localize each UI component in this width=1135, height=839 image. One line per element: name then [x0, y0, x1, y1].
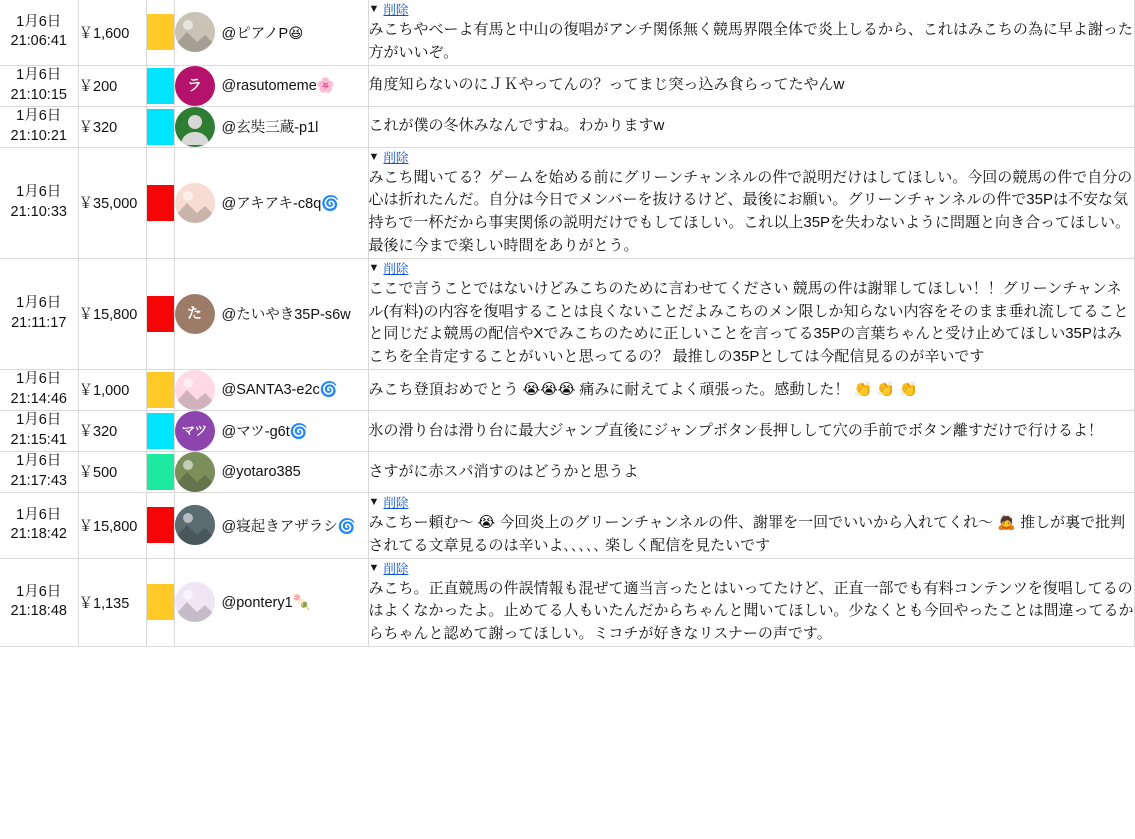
- amount-cell: ￥1,600: [78, 0, 146, 65]
- timestamp-date: 1月6日: [16, 371, 62, 388]
- timestamp-cell: [0, 0, 78, 65]
- avatar[interactable]: [175, 452, 215, 492]
- table-row: [0, 369, 1135, 410]
- message-cell: [368, 65, 1135, 106]
- delete-link[interactable]: 削除: [383, 150, 409, 165]
- timestamp-date: 1月6日: [16, 583, 62, 600]
- tier-color-cell: [146, 369, 174, 410]
- amount-cell: ￥15,800: [78, 492, 146, 558]
- table-row: [0, 451, 1135, 492]
- tier-color-cell: [146, 147, 174, 258]
- user-wrapper: [175, 582, 368, 622]
- table-row: [0, 410, 1135, 451]
- timestamp-date: 1月6日: [16, 13, 62, 30]
- tier-color-swatch: [147, 584, 174, 620]
- timestamp-cell: [0, 106, 78, 147]
- username-label[interactable]: @pontery1🍡: [221, 594, 311, 611]
- timestamp-date: 1月6日: [16, 412, 62, 429]
- user-cell: [174, 492, 368, 558]
- timestamp-date: 1月6日: [16, 506, 62, 523]
- user-cell: [174, 106, 368, 147]
- chevron-down-icon[interactable]: ▼: [368, 261, 380, 274]
- tier-color-swatch: [147, 413, 174, 449]
- message-cell: [368, 258, 1135, 369]
- tier-color-cell: [146, 410, 174, 451]
- tier-color-cell: [146, 65, 174, 106]
- timestamp-clock: 21:15:41: [10, 431, 67, 448]
- tier-color-cell: [146, 106, 174, 147]
- timestamp-clock: 21:14:46: [10, 390, 67, 407]
- amount-cell: ￥1,135: [78, 558, 146, 646]
- timestamp-clock: 21:18:48: [10, 603, 67, 620]
- user-wrapper: [175, 12, 368, 52]
- amount-cell: ￥15,800: [78, 258, 146, 369]
- tier-color-swatch: [147, 109, 174, 145]
- tier-color-swatch: [147, 454, 174, 490]
- username-label[interactable]: @マツ-g6t🌀: [221, 424, 308, 441]
- delete-row: [369, 259, 1135, 277]
- table-row: [0, 147, 1135, 258]
- table-row: [0, 258, 1135, 369]
- table-row: [0, 558, 1135, 646]
- user-wrapper: [175, 411, 368, 451]
- message-text: さすがに赤スパ消すのはどうかと思うよ: [368, 462, 639, 480]
- user-cell: [174, 558, 368, 646]
- timestamp-cell: [0, 369, 78, 410]
- message-text: 氷の滑り台は滑り台に最大ジャンプ直後にジャンプボタン長押しして穴の手前でボタン離すだけで行けるよ！: [368, 421, 1103, 439]
- avatar[interactable]: [175, 107, 215, 147]
- chevron-down-icon[interactable]: ▼: [368, 495, 380, 508]
- timestamp-cell: [0, 492, 78, 558]
- tier-color-swatch: [147, 14, 174, 50]
- message-cell: [368, 106, 1135, 147]
- username-label[interactable]: @寝起きアザラシ🌀: [221, 518, 356, 535]
- timestamp-clock: 21:17:43: [10, 472, 67, 489]
- tier-color-swatch: [147, 296, 174, 332]
- avatar[interactable]: た: [175, 294, 215, 334]
- amount-cell: ￥35,000: [78, 147, 146, 258]
- user-cell: [174, 410, 368, 451]
- username-label[interactable]: @yotaro385: [221, 463, 301, 480]
- message-text: みこち登頂おめでとう 😭😭😭 痛みに耐えてよく頑張った。感動した！ 👏 👏 👏: [368, 380, 918, 398]
- username-label[interactable]: @rasutomeme🌸: [221, 78, 335, 95]
- tier-color-swatch: [147, 507, 174, 543]
- delete-link[interactable]: 削除: [383, 495, 409, 510]
- timestamp-clock: 21:10:15: [10, 86, 67, 103]
- avatar[interactable]: ラ: [175, 66, 215, 106]
- username-label[interactable]: @SANTA3-e2c🌀: [221, 382, 338, 399]
- table-row: [0, 492, 1135, 558]
- user-wrapper: [175, 505, 368, 545]
- amount-cell: ￥1,000: [78, 369, 146, 410]
- timestamp-date: 1月6日: [16, 295, 62, 312]
- message-cell: [368, 492, 1135, 558]
- tier-color-cell: [146, 0, 174, 65]
- delete-link[interactable]: 削除: [383, 3, 409, 17]
- chevron-down-icon[interactable]: ▼: [368, 3, 380, 15]
- timestamp-date: 1月6日: [16, 453, 62, 470]
- user-cell: [174, 0, 368, 65]
- user-wrapper: [175, 183, 368, 223]
- tier-color-swatch: [147, 372, 174, 408]
- timestamp-clock: 21:18:42: [10, 526, 67, 543]
- delete-link[interactable]: 削除: [383, 561, 409, 576]
- timestamp-cell: [0, 410, 78, 451]
- username-label[interactable]: @アキアキ-c8q🌀: [221, 196, 340, 213]
- message-cell: [368, 451, 1135, 492]
- user-wrapper: [175, 294, 368, 334]
- delete-link[interactable]: 削除: [383, 261, 409, 276]
- table-row: [0, 65, 1135, 106]
- tier-color-swatch: [147, 68, 174, 104]
- message-text: みこちやべーよ有馬と中山の復唱がアンチ関係無く競馬界隈全体で炎上しるから、これはみこちの為に早よ謝った方がいいぞ。: [368, 21, 1133, 61]
- timestamp-clock: 21:10:33: [10, 203, 67, 220]
- timestamp-cell: [0, 65, 78, 106]
- timestamp-clock: 21:11:17: [11, 314, 67, 331]
- timestamp-cell: [0, 258, 78, 369]
- username-label[interactable]: @ピアノP😆: [221, 25, 304, 42]
- user-cell: [174, 147, 368, 258]
- timestamp-cell: [0, 147, 78, 258]
- tier-color-swatch: [147, 185, 174, 221]
- message-cell: [368, 410, 1135, 451]
- delete-row: [369, 559, 1135, 577]
- amount-cell: ￥320: [78, 106, 146, 147]
- delete-row: [369, 493, 1135, 511]
- amount-cell: ￥500: [78, 451, 146, 492]
- user-cell: [174, 369, 368, 410]
- user-cell: [174, 65, 368, 106]
- username-label[interactable]: @たいやき35P-s6w: [221, 307, 351, 324]
- timestamp-cell: [0, 451, 78, 492]
- tier-color-cell: [146, 558, 174, 646]
- tier-color-cell: [146, 451, 174, 492]
- message-cell: [368, 369, 1135, 410]
- table-row: [0, 0, 1135, 65]
- delete-row: [369, 148, 1135, 166]
- message-cell: [368, 0, 1135, 65]
- amount-cell: ￥320: [78, 410, 146, 451]
- user-wrapper: [175, 370, 368, 410]
- amount-cell: ￥200: [78, 65, 146, 106]
- avatar[interactable]: [175, 505, 215, 545]
- avatar[interactable]: マツ: [175, 411, 215, 451]
- timestamp-date: 1月6日: [16, 184, 62, 201]
- message-text: みこちー頼む〜 😭 今回炎上のグリーンチャンネルの件、謝罪を一回でいいから入れてくれ〜 🙇 推しが裏で批判されてる文章見るのは辛いよ､､､､､ 楽しく配信を見たいです: [368, 513, 1126, 554]
- tier-color-cell: [146, 492, 174, 558]
- user-wrapper: [175, 107, 368, 147]
- message-text: これが僕の冬休みなんですね。わかりますw: [368, 117, 665, 135]
- message-cell: [368, 147, 1135, 258]
- user-cell: [174, 258, 368, 369]
- username-label[interactable]: @玄奘三蔵-p1l: [221, 120, 319, 137]
- message-text: ここで言うことではないけどみこちのために言わせてください 競馬の件は謝罪してほしい！！グリーンチャンネル(有料)の内容を復唱することは良くないことだよみこちのメン限しか知らない内容をそのまま垂れ流してることと同じだよ競馬の配信やXでみこちのために正しいことを言ってる35Pの言葉ちゃんと受け止めてほしい35Pはみこちを全肯定することがいいと思ってるの？ 最推しの35Pとしては今配信見るのが辛いです: [368, 279, 1129, 366]
- chevron-down-icon[interactable]: ▼: [368, 150, 380, 163]
- timestamp-clock: 21:10:21: [10, 127, 67, 144]
- delete-row: [369, 0, 1135, 18]
- user-wrapper: [175, 66, 368, 106]
- message-text: 角度知らないのにＪＫやってんの？ってまじ突っ込み食らってたやんw: [368, 76, 845, 94]
- message-text: みこち聞いてる？ゲームを始める前にグリーンチャンネルの件で説明だけはしてほしい。今回の競馬の件で自分の心は折れたんだ。自分は今日でメンバーを抜けるけど、最後にお願い。グリーンチャンネルの件で35Pは不安な気持ちで一杯だから事実関係の説明だけでもしてほしい。これ以上35Pを失わないように問題と向き合ってほしい。最後に今まで楽しい時間をありがとう。: [368, 168, 1133, 254]
- table-row: [0, 106, 1135, 147]
- avatar[interactable]: [175, 12, 215, 52]
- avatar[interactable]: [175, 582, 215, 622]
- timestamp-cell: [0, 558, 78, 646]
- timestamp-date: 1月6日: [16, 108, 62, 125]
- timestamp-date: 1月6日: [16, 67, 62, 84]
- user-cell: [174, 451, 368, 492]
- chevron-down-icon[interactable]: ▼: [368, 561, 380, 574]
- tier-color-cell: [146, 258, 174, 369]
- message-cell: [368, 558, 1135, 646]
- message-text: みこち。正直競馬の件誤情報も混ぜて適当言ったとはいってたけど、正直一部でも有料コンテンツを復唱してるのはよくなかったよ。止めてる人もいたんだからちゃんと聞いてほしい。少なくとも今回やったことは間違ってるからちゃんと認めて謝ってほしい。ミコチが好きなリスナーの声です。: [368, 579, 1134, 643]
- timestamp-clock: 21:06:41: [10, 33, 67, 50]
- user-wrapper: [175, 452, 368, 492]
- avatar[interactable]: [175, 370, 215, 410]
- avatar[interactable]: [175, 183, 215, 223]
